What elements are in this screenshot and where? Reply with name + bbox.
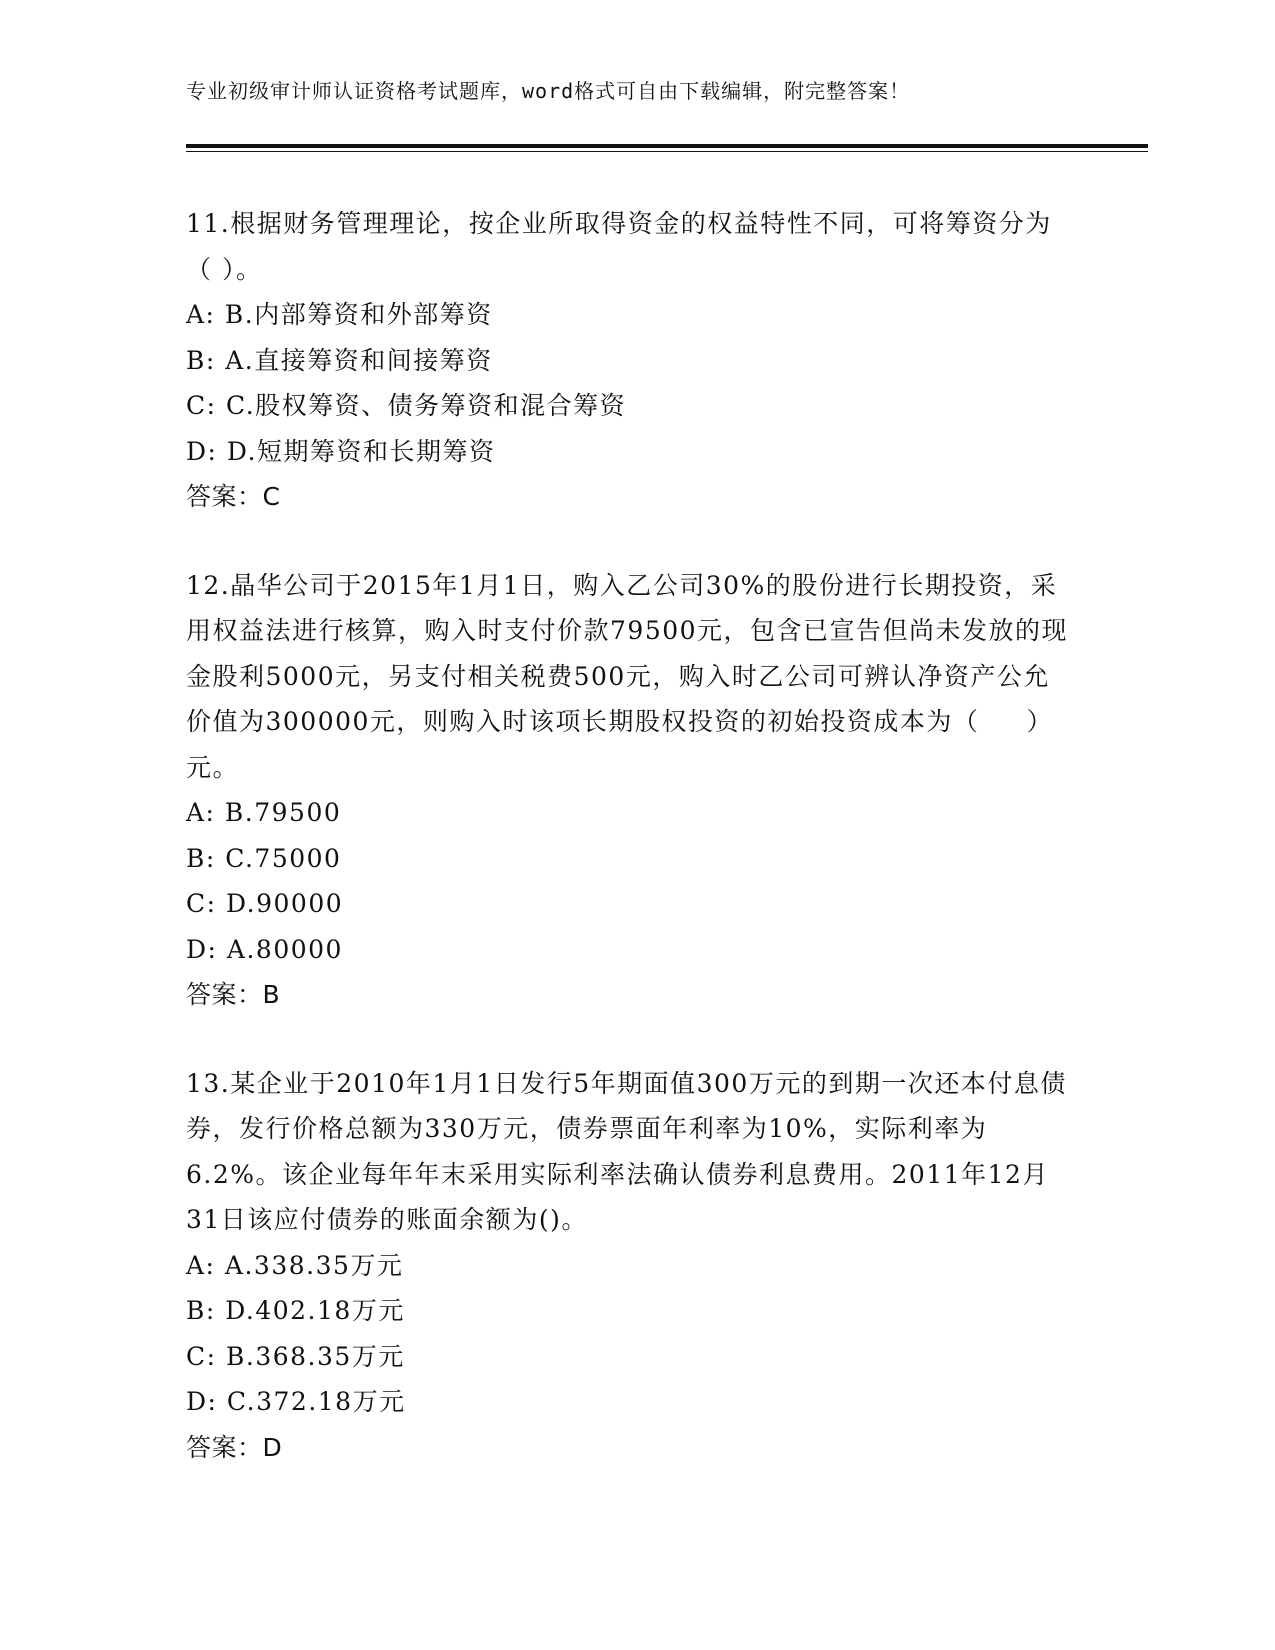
- page-header: 专业初级审计师认证资格考试题库，word格式可自由下载编辑，附完整答案！: [186, 79, 911, 103]
- option-b: B: C.75000: [186, 843, 342, 873]
- option-d: D: C.372.18万元: [186, 1387, 406, 1416]
- header-divider-thin: [186, 151, 1148, 152]
- option-b: B: A.直接筹资和间接筹资: [186, 345, 493, 375]
- question-13: [186, 1061, 1076, 1471]
- answer-line: 答案：C: [186, 482, 281, 511]
- answer-line: 答案：D: [186, 1432, 283, 1462]
- option-a: A: B.内部筹资和外部筹资: [186, 300, 493, 329]
- question-12: [186, 563, 1076, 1018]
- option-a: A: B.79500: [186, 798, 342, 827]
- option-c: C: B.368.35万元: [186, 1341, 405, 1371]
- question-stem: 11.根据财务管理理论，按企业所取得资金的权益特性不同，可将筹资分为（ ）。: [186, 209, 1052, 284]
- question-list: [186, 201, 1076, 1513]
- question-stem: 12.晶华公司于2015年1月1日，购入乙公司30%的股份进行长期投资，采用权益法进行核算，购入时支付价款79500元，包含已宣告但尚未发放的现金股利5000元，另支付相关税费500元，购入时乙公司可辨认净资产公允价值为300000元，则购入时该项长期股权投资的初始投资成本为（ ）元。: [186, 570, 1069, 782]
- option-a: A: A.338.35万元: [186, 1250, 404, 1280]
- option-c: C: D.90000: [186, 889, 344, 918]
- option-c: C: C.股权筹资、债务筹资和混合筹资: [186, 391, 627, 420]
- option-d: D: D.短期筹资和长期筹资: [186, 436, 496, 466]
- answer-line: 答案：B: [186, 980, 281, 1009]
- option-d: D: A.80000: [186, 934, 343, 964]
- header-divider-thick: [186, 144, 1148, 148]
- option-b: B: D.402.18万元: [186, 1296, 405, 1325]
- question-11: [186, 201, 1076, 520]
- question-stem: 13.某企业于2010年1月1日发行5年期面值300万元的到期一次还本付息债券，发行价格总额为330万元，债券票面年利率为10%，实际利率为6.2%。该企业每年年末采用实际利率法确认债券利息费用。2011年12月31日该应付债券的账面余额为()。: [186, 1068, 1067, 1234]
